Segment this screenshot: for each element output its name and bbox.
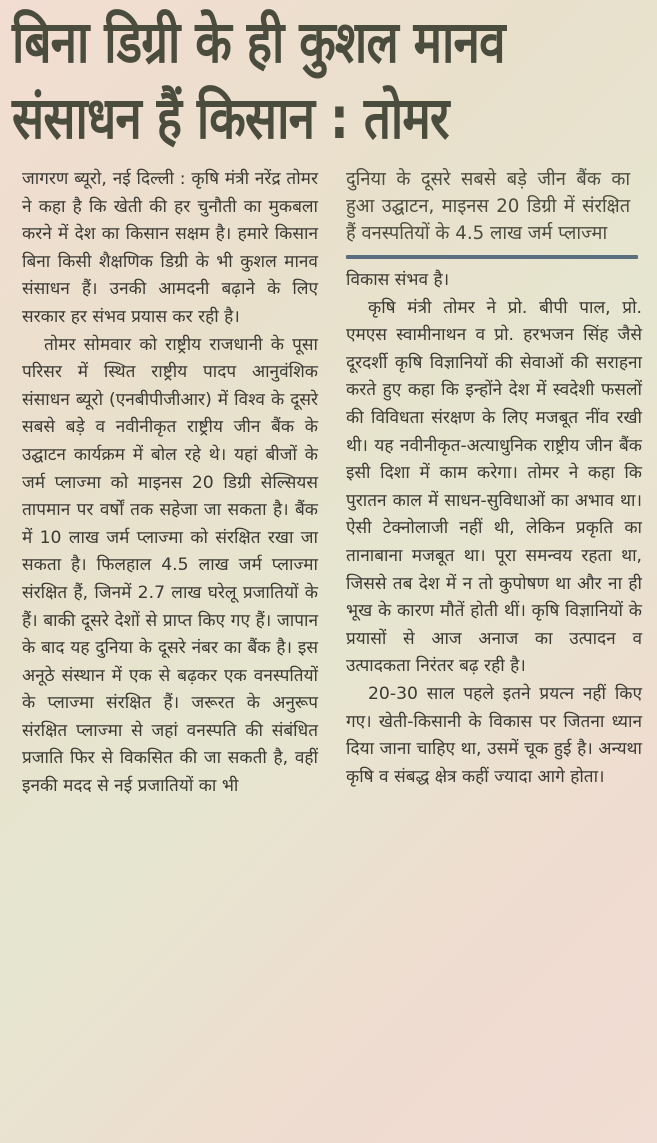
paragraph: तोमर सोमवार को राष्ट्रीय राजधानी के पूसा परिसर में स्थित राष्ट्रीय पादप आनुवंशिक संसाधन ब्यूरो (एनबीपीजीआर) में विश्व के दूसरे सबसे बड़े व नवीनीकृत राष्ट्रीय जीन बैंक के उद्घाटन कार्यक्रम में बोल रहे थे। यहां बीजों के जर्म प्लाज्मा को माइनस 20 डिग्री सेल्सियस तापमान पर वर्षों तक सहेजा जा सकता है। बैंक में 10 लाख जर्म प्लाज्मा को संरक्षित रखा जा सकता है। फिलहाल 4.5 लाख जर्म प्लाज्मा संरक्षित हैं, जिनमें 2.7 लाख घरेलू प्रजातियों के हैं। बाकी दूसरे देशों से प्राप्त किए गए हैं। जापान के बाद यह दुनिया के दूसरे नंबर का बैंक है। इस अनूठे संस्थान में एक से बढ़कर एक वनस्पतियों के प्लाज्मा संरक्षित हैं। जरूरत के अनुरूप संरक्षित प्लाज्मा से जहां वनस्पति की संबंधित प्रजाति फिर से विकसित की जा सकती है, वहीं इनकी मदद से नई प्रजातियों का भी [22,334,318,797]
paragraph: 20-30 साल पहले इतने प्रयत्न नहीं किए गए। खेती-किसानी के विकास पर जितना ध्यान दिया जाना चाहिए था, उसमें चूक हुई है। अन्यथा कृषि व संबद्ध क्षेत्र कहीं ज्यादा आगे होता। [346,683,642,787]
paragraph: विकास संभव है। [346,270,450,290]
sub-headline: दुनिया के दूसरे सबसे बड़े जीन बैंक का हुआ उद्घाटन, माइनस 20 डिग्री में संरक्षित हैं वनस्पतियों के 4.5 लाख जर्म प्लाज्मा [346,168,631,244]
left-column [22,166,318,801]
divider-rule [346,255,638,259]
paragraph-dateline: जागरण ब्यूरो, नई दिल्ली : कृषि मंत्री नरेंद्र तोमर ने कहा है कि खेती की हर चुनौती का मुकबला करने में देश का किसान सक्षम है। हमारे किसान बिना किसी शैक्षणिक डिग्री के भी कुशल मानव संसाधन हैं। उनकी आमदनी बढ़ाने के लिए सरकार हर संभव प्रयास कर रही है। [22,169,318,327]
headline-line-1: बिना डिग्री के ही कुशल मानव [12,8,505,76]
paragraph: कृषि मंत्री तोमर ने प्रो. बीपी पाल, प्रो. एमएस स्वामीनाथन व प्रो. हरभजन सिंह जैसे दूरदर्शी कृषि विज्ञानियों की सेवाओं की सराहना करते हुए कहा कि इन्होंने देश में स्वदेशी फसलों की विविधता संरक्षण के लिए मजबूत नींव रखी थी। यह नवीनीकृत-अत्याधुनिक राष्ट्रीय जीन बैंक इसी दिशा में काम करेगा। तोमर ने कहा कि पुरातन काल में साधन-सुविधाओं का अभाव था। ऐसी टेक्नोलाजी नहीं थी, लेकिन प्रकृति का तानाबाना मजबूत था। पूरा समन्वय रहता था, जिससे तब देश में न तो कुपोषण था और ना ही भूख के कारण मौतें होती थीं। कृषि विज्ञानियों के प्रयासों से आज अनाज का उत्पादन व उत्पादकता निरंतर बढ़ रही है। [346,297,642,677]
headline [12,4,537,156]
headline-line-2: संसाधन हैं किसान : तोमर [12,84,449,152]
right-column [346,166,642,791]
